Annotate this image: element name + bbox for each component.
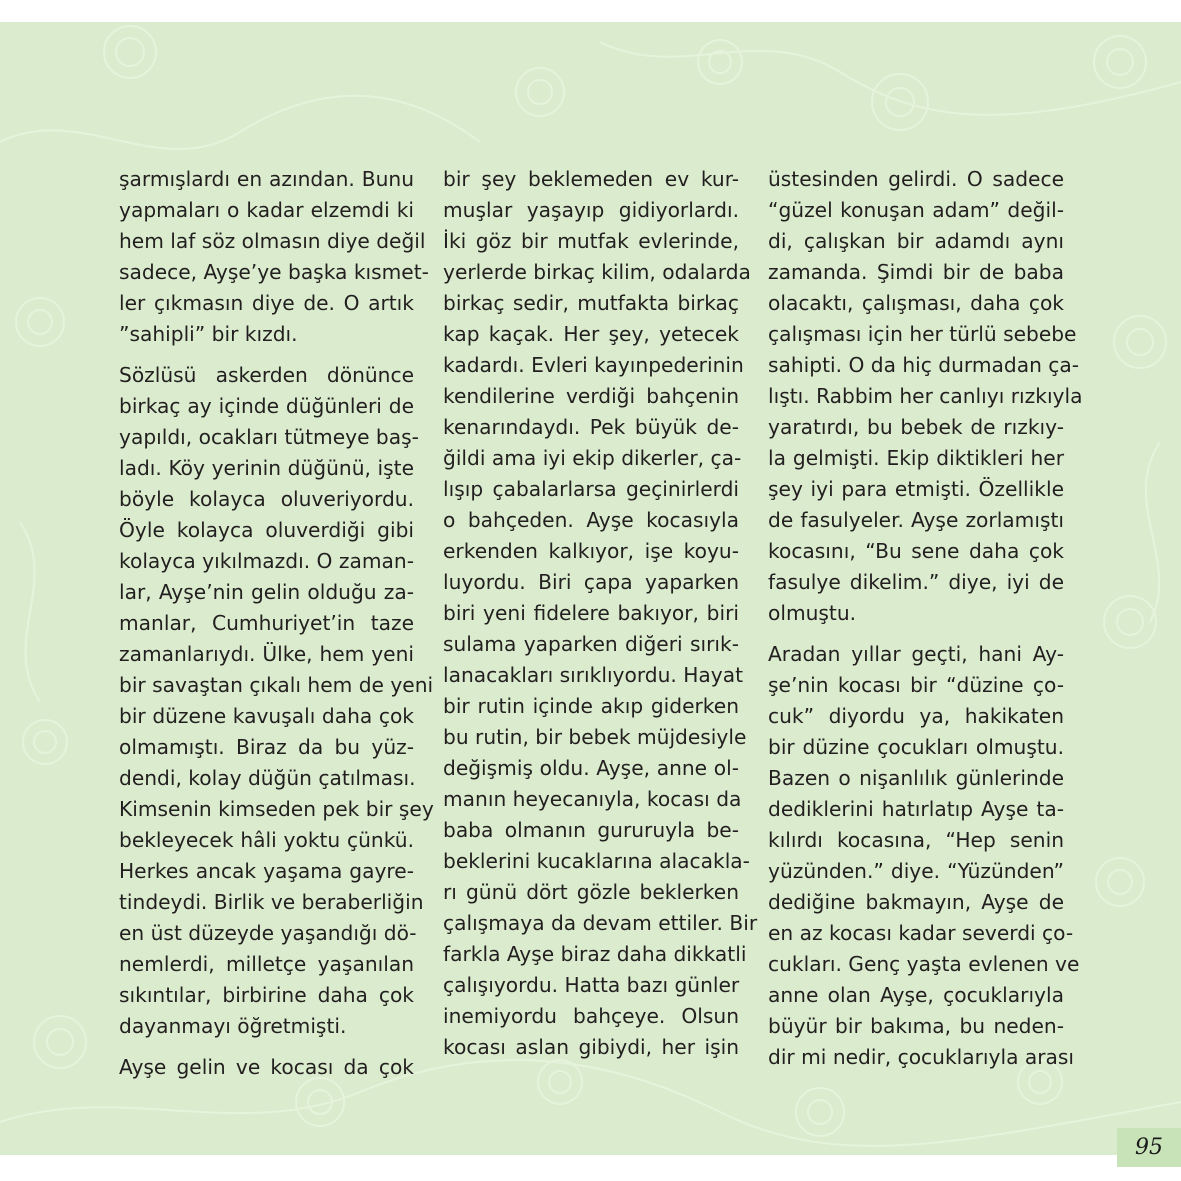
text-line: şe’nin kocası bir “düzine ço- [768, 673, 1064, 697]
page-background [0, 22, 1181, 1155]
text-line: beklerini kucaklarına alacakla- [443, 849, 750, 873]
paragraph [443, 164, 758, 1063]
text-line: kendilerine verdiği bahçenin [443, 384, 739, 408]
text-line: manın heyecanıyla, kocası da [443, 787, 742, 811]
text-line: di, çalışkan bir adamdı aynı [768, 229, 1064, 253]
text-line: olmuştu. [768, 601, 857, 625]
text-line: olmamıştı. Biraz da bu yüz- [119, 735, 414, 759]
text-line: değişmiş oldu. Ayşe, anne ol- [443, 756, 739, 780]
text-line: olacaktı, çalışması, daha çok [768, 291, 1064, 315]
text-column-2 [443, 164, 758, 1073]
text-line: bir savaştan çıkalı hem de yeni [119, 673, 434, 697]
text-line: dediklerini hatırlatıp Ayşe ta- [768, 797, 1064, 821]
text-line: zamanlarıydı. Ülke, hem yeni [119, 642, 414, 666]
text-line: la gelmişti. Ekip diktikleri her [768, 446, 1064, 470]
text-line: inemiyordu bahçeye. Olsun [443, 1004, 739, 1028]
text-line: İki göz bir mutfak evlerinde, [443, 229, 739, 253]
text-line: dendi, kolay düğün çatılması. [119, 766, 416, 790]
text-line: rı günü dört gözle beklerken [443, 880, 739, 904]
text-line: fasulye dikelim.” diye, iyi de [768, 570, 1064, 594]
text-line: lanacakları sırıklıyordu. Hayat [443, 663, 744, 687]
page-number-box [1117, 1128, 1181, 1167]
text-line: üstesinden gelirdi. O sadece [768, 167, 1064, 191]
paragraph [119, 1052, 414, 1083]
text-line: lışıp çabalarlarsa geçinirlerdi [443, 477, 739, 501]
text-line: sadece, Ayşe’ye başka kısmet- [119, 260, 429, 284]
text-line: en üst düzeyde yaşandığı dö- [119, 921, 417, 945]
text-line: Sözlüsü askerden dönünce [119, 363, 414, 387]
text-line: yüzünden.” diye. “Yüzünden” [768, 859, 1064, 883]
text-line: birkaç ay içinde düğünleri de [119, 394, 414, 418]
text-line: büyür bir bakıma, bu neden- [768, 1014, 1064, 1038]
text-line: manlar, Cumhuriyet’in taze [119, 611, 414, 635]
text-line: ”sahipli” bir kızdı. [119, 322, 298, 346]
text-line: kap kaçak. Her şey, yetecek [443, 322, 739, 346]
text-line: çalışması için her türlü sebebe [768, 322, 1077, 346]
text-line: cukları. Genç yaşta evlenen ve [768, 952, 1080, 976]
text-line: bir düzene kavuşalı daha çok [119, 704, 414, 728]
text-line: çalışmaya da devam ettiler. Bir [443, 911, 758, 935]
text-line: Öyle kolayca oluverdiği gibi [119, 518, 414, 542]
text-line: farkla Ayşe biraz daha dikkatli [443, 942, 747, 966]
text-line: Bazen o nişanlılık günlerinde [768, 766, 1064, 790]
text-line: zamanda. Şimdi bir de baba [768, 260, 1064, 284]
text-line: hem laf söz olmasın diye değil [119, 229, 426, 253]
text-line: luyordu. Biri çapa yaparken [443, 570, 739, 594]
text-line: lar, Ayşe’nin gelin olduğu za- [119, 580, 414, 604]
text-line: muşlar yaşayıp gidiyorlardı. [443, 198, 739, 222]
text-line: kenarındaydı. Pek büyük de- [443, 415, 739, 439]
paragraph [768, 639, 1080, 1073]
text-line: dir mi nedir, çocuklarıyla arası [768, 1045, 1075, 1069]
text-line: şarmışlardı en azından. Bunu [119, 167, 414, 191]
text-line: bir rutin içinde akıp giderken [443, 694, 739, 718]
text-line: kocası aslan gibiydi, her işin [443, 1035, 739, 1059]
text-line: tindeydi. Birlik ve beraberliğin [119, 890, 424, 914]
text-line: biri yeni fidelere bakıyor, biri [443, 601, 739, 625]
text-line: bir şey beklemeden ev kur- [443, 167, 739, 191]
text-line: bir düzine çocukları olmuştu. [768, 735, 1064, 759]
text-line: yapmaları o kadar elzemdi ki [119, 198, 414, 222]
text-line: yerlerde birkaç kilim, odalarda [443, 260, 751, 284]
text-line: anne olan Ayşe, çocuklarıyla [768, 983, 1064, 1007]
text-line: ler çıkmasın diye de. O artık [119, 291, 414, 315]
text-line: Kimsenin kimseden pek bir şey [119, 797, 434, 821]
paragraph [119, 360, 434, 1042]
text-line: sıkıntılar, birbirine daha çok [119, 983, 414, 1007]
text-line: sahipti. O da hiç durmadan ça- [768, 353, 1080, 377]
paragraph [119, 164, 429, 350]
text-line: birkaç sedir, mutfakta birkaç [443, 291, 739, 315]
text-line: yaratırdı, bu bebek de rızkıy- [768, 415, 1064, 439]
text-line: lıştı. Rabbim her canlıyı rızkıyla [768, 384, 1083, 408]
text-line: Aradan yıllar geçti, hani Ay- [768, 642, 1064, 666]
text-line: bekleyecek hâli yoktu çünkü. [119, 828, 414, 852]
text-line: şey iyi para etmişti. Özellikle [768, 477, 1064, 501]
text-line: dediğine bakmayın, Ayşe de [768, 890, 1064, 914]
text-line: çalışıyordu. Hatta bazı günler [443, 973, 740, 997]
text-line: en az kocası kadar severdi ço- [768, 921, 1074, 945]
text-line: “güzel konuşan adam” değil- [768, 198, 1064, 222]
text-line: baba olmanın gururuyla be- [443, 818, 739, 842]
text-line: Ayşe gelin ve kocası da çok [119, 1055, 414, 1079]
text-line: sulama yaparken diğeri sırık- [443, 632, 739, 656]
text-line: erkenden kalkıyor, işe koyu- [443, 539, 739, 563]
text-line: kadardı. Evleri kayınpederinin [443, 353, 744, 377]
text-column-1 [119, 164, 434, 1093]
paragraph [768, 164, 1083, 629]
page-number: 95 [1135, 1135, 1163, 1160]
text-line: Herkes ancak yaşama gayre- [119, 859, 414, 883]
text-line: ladı. Köy yerinin düğünü, işte [119, 456, 414, 480]
text-line: nemlerdi, milletçe yaşanılan [119, 952, 414, 976]
text-line: dayanmayı öğretmişti. [119, 1014, 347, 1038]
text-line: cuk” diyordu ya, hakikaten [768, 704, 1064, 728]
text-line: kolayca yıkılmazdı. O zaman- [119, 549, 414, 573]
text-line: o bahçeden. Ayşe kocasıyla [443, 508, 739, 532]
text-line: de fasulyeler. Ayşe zorlamıştı [768, 508, 1064, 532]
text-column-3 [768, 164, 1083, 1083]
text-line: kocasını, “Bu sene daha çok [768, 539, 1064, 563]
text-line: bu rutin, bir bebek müjdesiyle [443, 725, 747, 749]
text-line: kılırdı kocasına, “Hep senin [768, 828, 1064, 852]
text-line: böyle kolayca oluveriyordu. [119, 487, 414, 511]
text-line: yapıldı, ocakları tütmeye baş- [119, 425, 419, 449]
text-line: ğildi ama iyi ekip dikerler, ça- [443, 446, 742, 470]
